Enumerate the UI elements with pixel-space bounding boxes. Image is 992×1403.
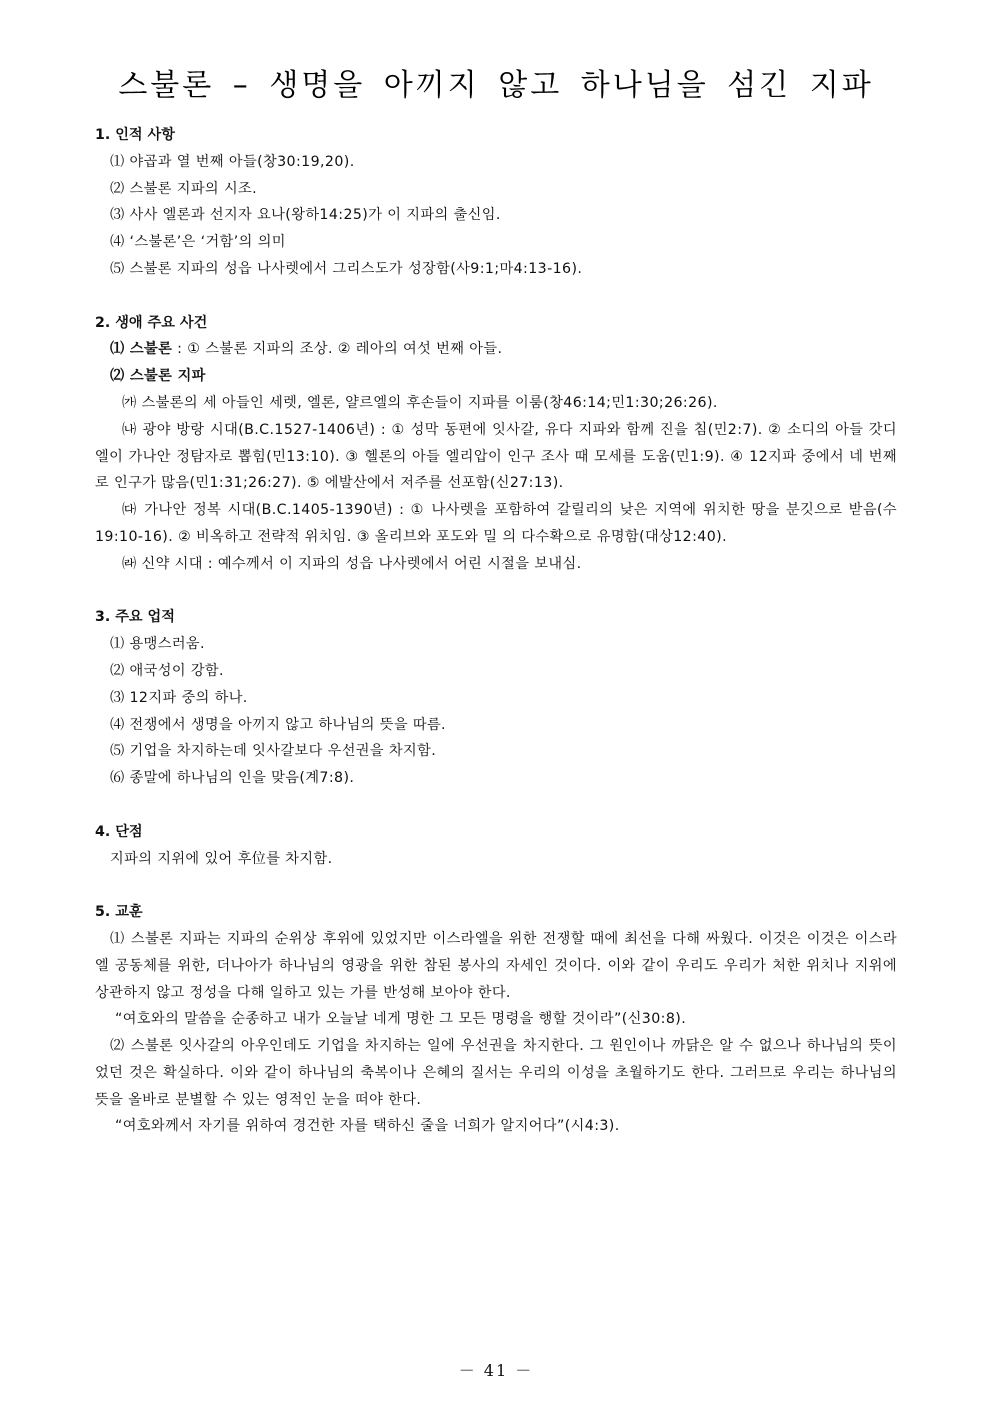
lesson-paragraph: ⑵ 스불론 잇사갈의 아우인데도 기업을 차지하는 일에 우선권을 차지한다. 그 원인이나 까닭은 알 수 없으나 하나님의 뜻이었던 것은 확실하다. 이와 같이 하나님의 축복이나 은혜의 질서는 우리의 이성을 초월하기도 한다. 그러므로 우리는 하나님의 뜻을 올바로 분별할 수 있는 영적인 눈을 떠야 한다.: [95, 1038, 897, 1108]
item-text: : ① 스불론 지파의 조상. ② 레아의 여섯 번째 아들.: [172, 341, 503, 358]
section-heading-personal-info: 1. 인적 사항: [95, 127, 175, 143]
sub-item: ㈎ 스불론의 세 아들인 세렛, 엘론, 얄르엘의 후손들이 지파를 이룸(창46:14;민1:30;26:26).: [122, 394, 718, 411]
sub-item: ㈑ 신약 시대 : 예수께서 이 지파의 성읍 나사렛에서 어린 시절을 보내심.: [122, 555, 582, 572]
sub-item: ㈐ 가나안 정복 시대(B.C.1405-1390년) : ① 나사렛을 포함하여 갈릴리의 낮은 지역에 위치한 땅을 분깃으로 받음(수19:10-16). ② 비옥하고 전략적 위치임. ③ 올리브와 포도와 밀 의 다수확으로 유명함(대상12:40).: [95, 502, 897, 545]
list-item: [95, 336, 897, 363]
list-item: ⑷ ‘스불론’은 ‘거함’의 의미: [110, 234, 286, 251]
list-item: ⑵ 애국성이 강함.: [110, 662, 224, 679]
list-item: ⑴ 용맹스러움.: [110, 636, 205, 653]
section-heading-achievements: 3. 주요 업적: [95, 609, 175, 626]
sub-item: ㈏ 광야 방랑 시대(B.C.1527-1406년) : ① 성막 동편에 잇사갈, 유다 지파와 함께 진을 침(민2:7). ② 소디의 아들 갓디엘이 가나안 정탐자로 뽑힘(민13:10). ③ 헬론의 아들 엘리압이 인구 조사 때 모세를 도움(민1:9). ④ 12지파 중에서 네 번째로 인구가 많음(민1:31;26:27). ⑤ 에발산에서 저주를 선포함(신27:13).: [95, 421, 897, 492]
page-number: － 41 －: [458, 1361, 534, 1380]
list-item-label: ⑵ 스불론 지파: [110, 368, 206, 385]
list-item: ⑸ 기업을 차지하는데 잇사갈보다 우선권을 차지함.: [110, 743, 437, 760]
list-item: ⑵ 스불론 지파의 시조.: [110, 180, 258, 197]
list-item: ⑹ 종말에 하나님의 인을 맞음(계7:8).: [110, 770, 355, 787]
scripture-quote: “여호와의 말씀을 순종하고 내가 오늘날 네게 명한 그 모든 명령을 행할 것이라”(신30:8).: [115, 1011, 687, 1028]
list-item: ⑶ 12지파 중의 하나.: [110, 689, 248, 706]
list-item: ⑶ 사사 엘론과 선지자 요나(왕하14:25)가 이 지파의 출신임.: [110, 207, 501, 224]
lesson-paragraph: ⑴ 스불론 지파는 지파의 순위상 후위에 있었지만 이스라엘을 위한 전쟁할 때에 최선을 다해 싸웠다. 이것은 이것은 이스라엘 공동체를 위한, 더나아가 하나님의 영광을 위한 참된 봉사의 자세인 것이다. 이와 같이 우리도 우리가 처한 위치나 지위에 상관하지 않고 정성을 다해 일하고 있는 가를 반성해 보아야 한다.: [95, 930, 897, 1001]
section-text: 지파의 지위에 있어 후位를 차지함.: [110, 850, 333, 867]
list-item: ⑸ 스불론 지파의 성읍 나사렛에서 그리스도가 성장함(사9:1;마4:13-16).: [110, 260, 583, 277]
section-heading-lesson: 5. 교훈: [95, 904, 143, 921]
list-item: ⑴ 야곱과 열 번째 아들(창30:19,20).: [110, 153, 355, 170]
page-title: 스불론 – 생명을 아끼지 않고 하나님을 섬긴 지파: [118, 68, 874, 104]
document-body: [95, 122, 897, 1140]
item-label: ⑴ 스불론: [110, 341, 173, 358]
section-heading-weakness: 4. 단점: [95, 823, 143, 840]
section-heading-life-events: 2. 생애 주요 사건: [95, 314, 208, 331]
list-item: ⑷ 전쟁에서 생명을 아끼지 않고 하나님의 뜻을 따름.: [110, 716, 446, 733]
scripture-quote: “여호와께서 자기를 위하여 경건한 자를 택하신 줄을 너희가 알지어다”(시4:3).: [115, 1118, 620, 1135]
